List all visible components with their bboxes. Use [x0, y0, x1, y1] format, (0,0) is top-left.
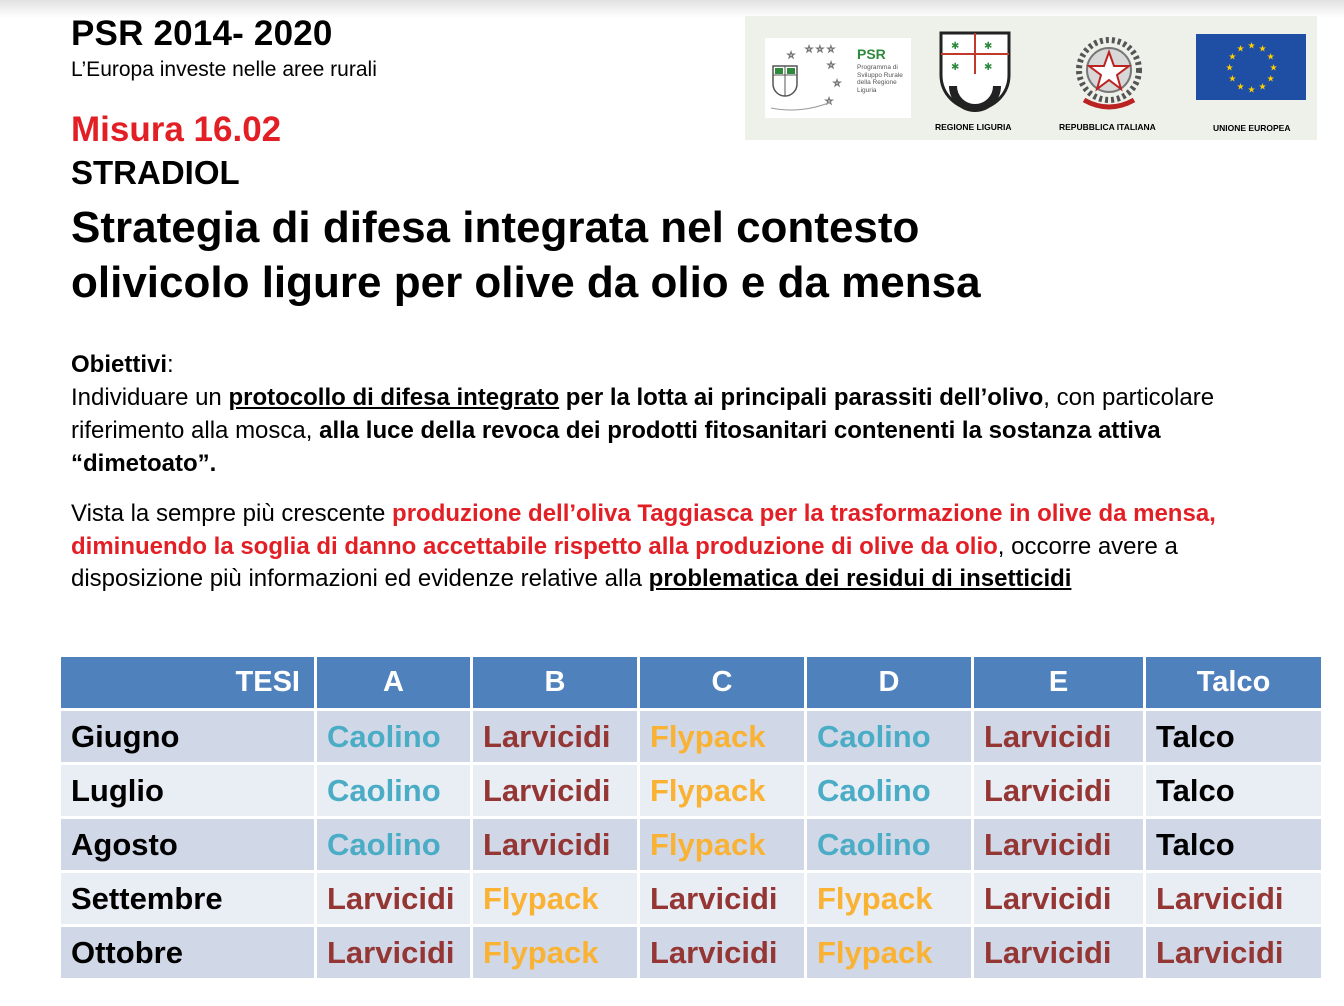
program-tagline: L’Europa investe nelle aree rurali — [71, 58, 377, 81]
svg-text:☆: ☆ — [787, 51, 796, 61]
liguria-caption: REGIONE LIGURIA — [935, 122, 1012, 132]
context-text-part: Vista la sempre più crescente — [71, 500, 393, 527]
treatment-cell: Caolino — [806, 710, 973, 764]
svg-text:✱: ✱ — [951, 62, 960, 73]
psr-logo-label: PSR — [857, 46, 886, 62]
svg-text:✱: ✱ — [984, 41, 993, 52]
treatment-cell: Larvicidi — [973, 764, 1145, 818]
treatment-cell: Flypack — [639, 818, 806, 872]
italy-caption: REPUBBLICA ITALIANA — [1059, 122, 1156, 132]
treatment-cell: Larvicidi — [639, 926, 806, 980]
eu-star-icon: ★ — [1266, 52, 1275, 63]
objectives-text — [71, 381, 1301, 480]
context-text-part: , occorre avere a disposizione più informazioni ed evidenze relative alla — [71, 532, 1178, 592]
eu-star-icon: ★ — [1247, 85, 1256, 96]
eu-star-icon: ★ — [1228, 52, 1237, 63]
eu-star-icon: ★ — [1269, 63, 1278, 74]
table-row — [60, 872, 1323, 926]
context-paragraph — [71, 498, 1301, 596]
treatment-cell: Talco — [1145, 818, 1323, 872]
table-header-cell: A — [316, 656, 472, 710]
treatment-cell: Larvicidi — [1145, 872, 1323, 926]
treatment-cell: Talco — [1145, 710, 1323, 764]
treatment-cell: Larvicidi — [316, 926, 472, 980]
treatment-cell: Caolino — [316, 764, 472, 818]
table-header-cell: TESI — [60, 656, 316, 710]
eu-star-icon: ★ — [1247, 41, 1256, 52]
eu-star-icon: ★ — [1258, 44, 1267, 55]
treatment-cell: Flypack — [472, 926, 639, 980]
treatment-cell: Caolino — [806, 818, 973, 872]
table-header-cell: B — [472, 656, 639, 710]
treatment-cell: Larvicidi — [316, 872, 472, 926]
table-header-row — [60, 656, 1323, 710]
svg-text:☆ ☆ ☆: ☆ ☆ ☆ — [805, 45, 835, 55]
eu-star-icon: ★ — [1236, 44, 1245, 55]
treatment-cell: Caolino — [316, 818, 472, 872]
objectives-label: Obiettivi — [71, 351, 168, 378]
main-title-line-2: olivicolo ligure per olive da olio e da mensa — [71, 258, 981, 307]
objectives-colon: : — [167, 351, 174, 378]
eu-star-icon: ★ — [1266, 74, 1275, 85]
treatment-cell: Larvicidi — [472, 764, 639, 818]
eu-star-icon: ★ — [1258, 82, 1267, 93]
table-row — [60, 926, 1323, 980]
eu-star-icon: ★ — [1225, 63, 1234, 74]
eu-flag-icon — [1196, 34, 1306, 100]
treatment-cell: Larvicidi — [973, 710, 1145, 764]
table-row — [60, 710, 1323, 764]
objectives-dimetoato: alla luce della revoca dei prodotti fitosanitari contenenti la sostanza attiva “dimetoato”. — [71, 417, 1161, 477]
psr-logo — [765, 38, 911, 118]
table-row — [60, 764, 1323, 818]
treatment-cell: Flypack — [472, 872, 639, 926]
context-taggiasca: produzione dell’oliva Taggiasca per la trasformazione in olive da mensa, diminuendo la soglia di danno accettabile rispetto alla produzione di olive da olio — [71, 500, 1216, 560]
month-cell: Giugno — [60, 710, 316, 764]
liguria-crest-icon — [937, 30, 1013, 120]
objectives-text-part: Individuare un — [71, 384, 229, 411]
objectives-protocol: protocollo di difesa integrato — [228, 384, 560, 411]
context-residues: problematica dei residui di insetticidi — [648, 565, 1072, 592]
month-cell: Settembre — [60, 872, 316, 926]
objectives-text-part: , con particolare riferimento alla mosca, — [71, 384, 1215, 444]
treatment-cell: Larvicidi — [639, 872, 806, 926]
psr-logo-text: Programma di Sviluppo Rurale della Regione Liguria — [857, 64, 903, 94]
eu-caption: UNIONE EUROPEA — [1213, 123, 1291, 133]
program-title: PSR 2014- 2020 — [71, 14, 333, 53]
treatment-cell: Larvicidi — [472, 710, 639, 764]
month-cell: Ottobre — [60, 926, 316, 980]
treatment-cell: Talco — [1145, 764, 1323, 818]
main-title — [71, 200, 1311, 310]
main-title-line-1: Strategia di difesa integrata nel contesto — [71, 203, 920, 252]
treatment-cell: Caolino — [316, 710, 472, 764]
treatment-cell: Larvicidi — [973, 872, 1145, 926]
eu-star-icon: ★ — [1228, 74, 1237, 85]
objectives-section — [71, 348, 1301, 480]
table-row — [60, 818, 1323, 872]
measure-label: Misura 16.02 — [71, 110, 282, 149]
treatment-cell: Flypack — [806, 926, 973, 980]
treatment-cell: Flypack — [639, 764, 806, 818]
table-header-cell: Talco — [1145, 656, 1323, 710]
svg-text:☆: ☆ — [833, 79, 842, 89]
table-header-cell: E — [973, 656, 1145, 710]
psr-emblem-icon — [765, 38, 855, 118]
treatment-cell: Larvicidi — [973, 818, 1145, 872]
month-cell: Luglio — [60, 764, 316, 818]
treatment-cell: Flypack — [639, 710, 806, 764]
svg-text:☆: ☆ — [827, 61, 836, 71]
month-cell: Agosto — [60, 818, 316, 872]
table-header-cell: D — [806, 656, 973, 710]
project-name: STRADIOL — [71, 154, 240, 191]
svg-text:✱: ✱ — [951, 41, 960, 52]
treatment-cell: Caolino — [806, 764, 973, 818]
svg-text:☆: ☆ — [825, 97, 834, 107]
table-header-cell: C — [639, 656, 806, 710]
logo-band — [745, 16, 1317, 140]
treatment-table — [58, 654, 1324, 981]
treatment-cell: Larvicidi — [973, 926, 1145, 980]
svg-text:✱: ✱ — [984, 62, 993, 73]
eu-star-icon: ★ — [1236, 82, 1245, 93]
treatment-cell: Larvicidi — [1145, 926, 1323, 980]
treatment-cell: Larvicidi — [472, 818, 639, 872]
objectives-parasites: per la lotta ai principali parassiti dell’olivo — [559, 384, 1044, 411]
treatment-cell: Flypack — [806, 872, 973, 926]
italy-emblem-icon — [1070, 26, 1148, 118]
